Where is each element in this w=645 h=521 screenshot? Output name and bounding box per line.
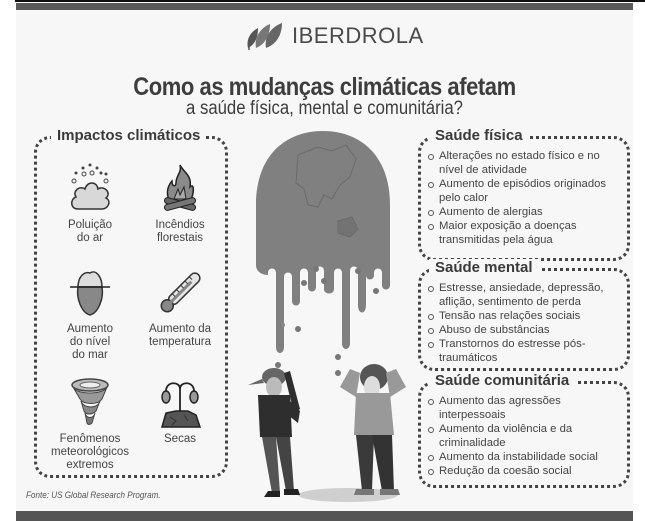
mental-health-title: Saúde mental	[429, 259, 539, 276]
physical-health-list	[427, 149, 623, 247]
list-item: Aumento de alergias	[427, 205, 623, 219]
campfire-icon	[158, 161, 202, 215]
impact-wildfires: Incêndios florestais	[135, 161, 225, 245]
list-item: Aumento de episódios originados pelo calor	[427, 177, 623, 205]
page-title: Como as mudanças climáticas afetam	[133, 73, 516, 101]
infographic	[16, 3, 633, 521]
list-item: Transtornos do estresse pós-traumáticos	[427, 337, 623, 365]
bottom-bar	[16, 511, 633, 521]
list-item: Alterações no estado físico e no nível de atividade	[427, 149, 623, 177]
melting-globe-icon	[256, 131, 390, 353]
climate-impacts-title: Impactos climáticos	[51, 127, 206, 144]
person-right-icon	[340, 364, 406, 495]
top-border-line	[15, 0, 645, 2]
impact-sea-level-rise: Aumento do nível do mar	[45, 267, 135, 362]
physical-health-title: Saúde física	[429, 127, 529, 144]
leaf-logo-icon	[244, 22, 288, 50]
person-left-icon	[248, 368, 300, 497]
list-item: Tensão nas relações sociais	[427, 309, 623, 323]
list-item: Estresse, ansiedade, depressão, aflição, sentimento de perda	[427, 281, 623, 309]
climate-impacts-box	[34, 127, 228, 478]
cloud-pollution-icon	[68, 161, 112, 215]
impact-temperature-rise: Aumento da temperatura	[135, 267, 225, 349]
brand-name: IBERDROLA	[292, 23, 424, 48]
drought-plant-icon	[158, 377, 202, 429]
impact-air-pollution: Poluição do ar	[45, 161, 135, 245]
list-item: Aumento da violência e da criminalidade	[427, 422, 623, 450]
thermometer-icon	[158, 267, 202, 319]
mental-health-box	[418, 259, 630, 371]
list-item: Maior exposição a doenças transmitidas pela água	[427, 219, 623, 247]
community-health-title: Saúde comunitária	[429, 372, 575, 389]
list-item: Aumento da instabilidade social	[427, 450, 623, 464]
mental-health-list	[427, 281, 623, 365]
iceberg-icon	[68, 267, 112, 319]
top-bar	[16, 3, 633, 10]
melting-globe-illustration	[228, 125, 418, 503]
brand-logo	[244, 21, 424, 51]
impact-extreme-weather: Fenômenos meteorológicos extremos	[45, 377, 135, 472]
page-subtitle: a saúde física, mental e comunitária?	[186, 98, 463, 119]
list-item: Redução da coesão social	[427, 464, 623, 478]
community-health-box	[418, 372, 630, 488]
list-item: Aumento das agressões interpessoais	[427, 394, 623, 422]
physical-health-box	[418, 127, 630, 261]
impact-droughts: Secas	[135, 377, 225, 446]
list-item: Abuso de substâncias	[427, 323, 623, 337]
community-health-list	[427, 394, 623, 478]
tornado-icon	[68, 377, 112, 429]
source-note: Fonte: US Global Research Program.	[26, 490, 161, 500]
